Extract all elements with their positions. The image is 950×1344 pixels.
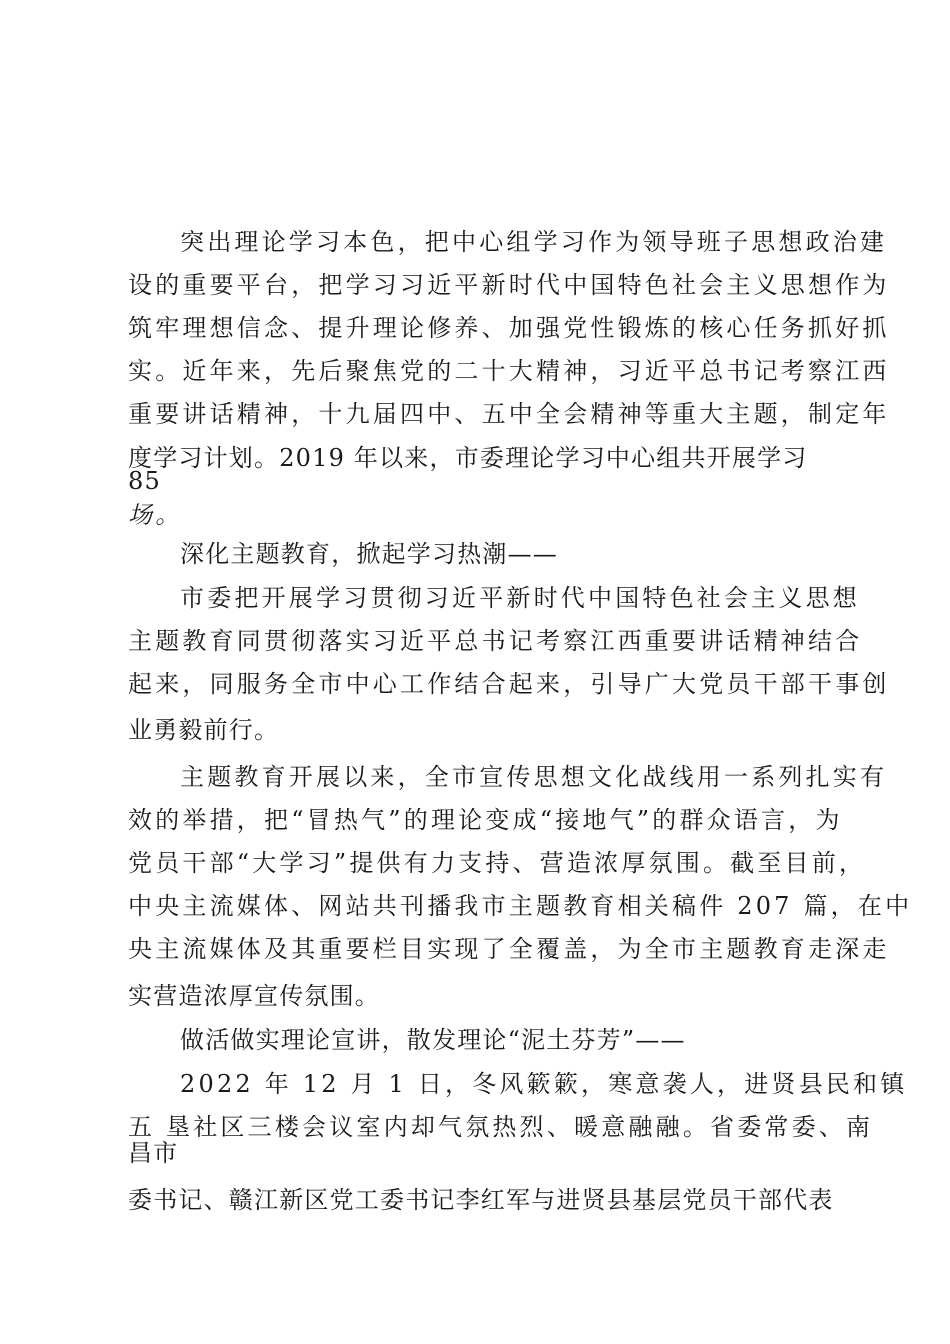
- paragraph-1-line-6: 度学习计划。2019 年以来，市委理论学习中心组共开展学习: [128, 444, 808, 472]
- paragraph-2-line-4: 业勇毅前行。: [128, 716, 280, 744]
- paragraph-1-line-5: 重要讲话精神，十九届四中、五中全会精神等重大主题，制定年: [128, 400, 890, 428]
- paragraph-1-line-3: 筑牢理想信念、提升理论修养、加强党性锻炼的核心任务抓好抓: [128, 314, 890, 342]
- paragraph-2-line-3: 起来，同服务全市中心工作结合起来，引导广大党员干部干事创: [128, 670, 890, 698]
- paragraph-4-line-1: 2022 年 12 月 1 日，冬风簌簌，寒意袭人，进贤县民和镇: [180, 1070, 908, 1098]
- paragraph-2-line-1: 市委把开展学习贯彻习近平新时代中国特色社会主义思想: [180, 584, 860, 612]
- paragraph-1-line-1: 突出理论学习本色，把中心组学习作为领导班子思想政治建: [180, 228, 888, 256]
- paragraph-3-line-4: 中央主流媒体、网站共刊播我市主题教育相关稿件 207 篇，在中: [128, 892, 913, 920]
- paragraph-2-line-2: 主题教育同贯彻落实习近平总书记考察江西重要讲话精神结合: [128, 627, 863, 655]
- paragraph-4-line-3: 昌市: [128, 1139, 179, 1167]
- paragraph-4-line-2: 五 垦社区三楼会议室内却气氛热烈、暖意融融。省委常委、南: [128, 1113, 874, 1141]
- paragraph-4-line-4: 委书记、赣江新区党工委书记李红军与进贤县基层党员干部代表: [128, 1186, 834, 1214]
- paragraph-3-line-1: 主题教育开展以来，全市宣传思想文化战线用一系列扎实有: [180, 763, 888, 791]
- paragraph-3-line-6: 实营造浓厚宣传氛围。: [128, 982, 380, 1010]
- paragraph-1-line-8: 场。: [128, 501, 183, 529]
- paragraph-1-line-2: 设的重要平台，把学习习近平新时代中国特色社会主义思想作为: [128, 271, 890, 299]
- paragraph-1-line-4: 实。近年来，先后聚焦党的二十大精神，习近平总书记考察江西: [128, 357, 890, 385]
- paragraph-3-line-3: 党员干部“大学习”提供有力支持、营造浓厚氛围。截至目前，: [128, 849, 867, 877]
- section-heading-2: 做活做实理论宣讲，散发理论“泥土芬芳”——: [180, 1026, 686, 1054]
- section-heading-1: 深化主题教育，掀起学习热潮——: [180, 540, 558, 568]
- paragraph-3-line-5: 央主流媒体及其重要栏目实现了全覆盖，为全市主题教育走深走: [128, 935, 890, 963]
- paragraph-3-line-2: 效的举措，把“冒热气”的理论变成“接地气”的群众语言，为: [128, 806, 843, 834]
- paragraph-1-line-7: 85: [128, 467, 161, 495]
